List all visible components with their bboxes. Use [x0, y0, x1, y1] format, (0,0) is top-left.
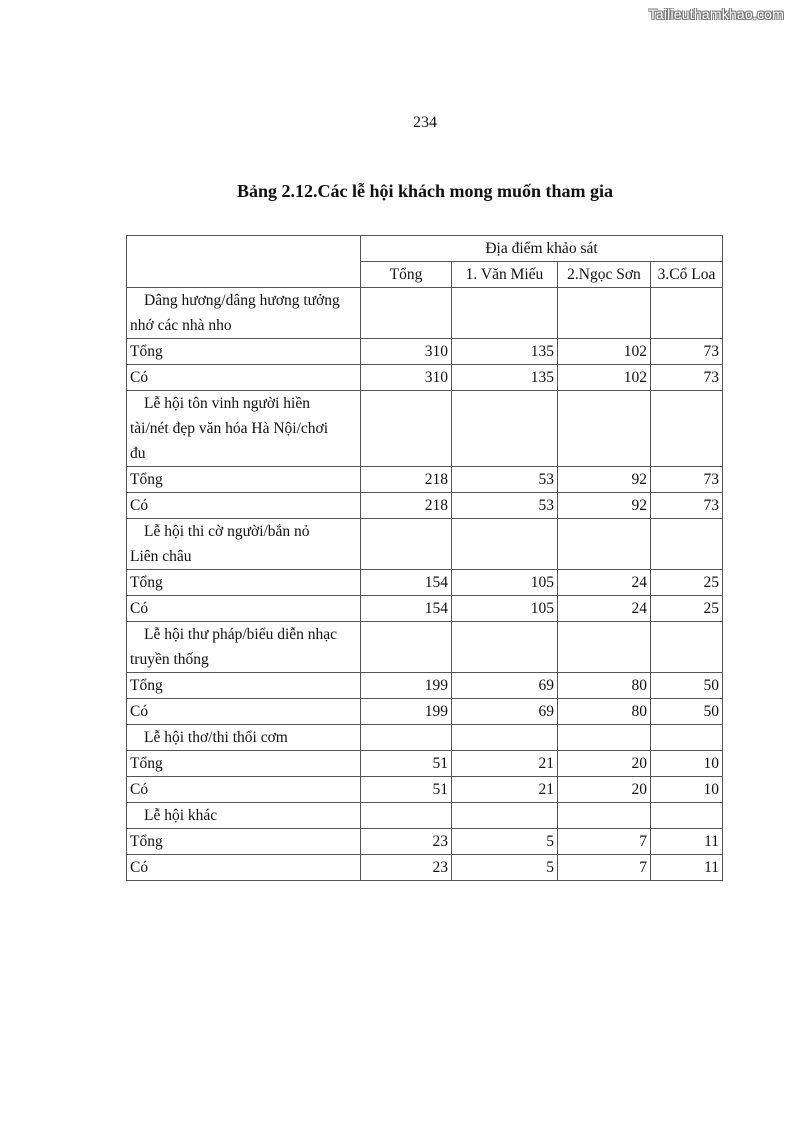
value-cell: 199	[361, 673, 452, 699]
value-cell: 20	[558, 751, 651, 777]
empty-cell	[452, 391, 558, 467]
value-cell: 310	[361, 339, 452, 365]
empty-cell	[361, 288, 452, 339]
value-cell: 69	[452, 699, 558, 725]
table-row	[127, 493, 723, 519]
festival-name-cell	[127, 288, 361, 339]
value-cell: 50	[651, 699, 723, 725]
value-cell: 10	[651, 751, 723, 777]
empty-cell	[452, 519, 558, 570]
empty-cell	[452, 288, 558, 339]
festival-name-line: truyền thống	[130, 651, 209, 668]
table-title: Bảng 2.12.Các lễ hội khách mong muốn tham gia	[236, 181, 614, 201]
value-cell: 154	[361, 570, 452, 596]
group-header-row	[127, 288, 723, 339]
value-cell: 135	[452, 339, 558, 365]
group-header-row	[127, 803, 723, 829]
row-label: Tổng	[127, 339, 361, 365]
value-cell: 5	[452, 829, 558, 855]
empty-cell	[651, 725, 723, 751]
value-cell: 23	[361, 855, 452, 881]
table-row	[127, 699, 723, 725]
value-cell: 21	[452, 777, 558, 803]
value-cell: 73	[651, 365, 723, 391]
empty-cell	[361, 803, 452, 829]
empty-cell	[651, 622, 723, 673]
empty-cell	[452, 622, 558, 673]
row-label: Có	[127, 365, 361, 391]
festival-name-line: Lễ hội thư pháp/biểu diễn nhạc	[144, 626, 338, 643]
page-number: 234	[413, 114, 437, 131]
festival-name-cell	[127, 725, 361, 751]
row-label: Tổng	[127, 751, 361, 777]
value-cell: 154	[361, 596, 452, 622]
value-cell: 5	[452, 855, 558, 881]
festival-name-line: Lễ hội thơ/thi thổi cơm	[144, 729, 288, 746]
table-row	[127, 467, 723, 493]
empty-cell	[558, 391, 651, 467]
festival-name-line: Lễ hội thi cờ người/bắn nỏ	[144, 523, 310, 540]
value-cell: 51	[361, 751, 452, 777]
value-cell: 80	[558, 699, 651, 725]
value-cell: 73	[651, 493, 723, 519]
value-cell: 24	[558, 596, 651, 622]
row-label: Có	[127, 596, 361, 622]
empty-cell	[361, 622, 452, 673]
column-header: 1. Văn Miếu	[452, 262, 558, 288]
festival-name-line: đu	[130, 445, 146, 462]
table-row	[127, 751, 723, 777]
row-label: Có	[127, 777, 361, 803]
value-cell: 135	[452, 365, 558, 391]
table-row	[127, 570, 723, 596]
value-cell: 53	[452, 493, 558, 519]
value-cell: 21	[452, 751, 558, 777]
value-cell: 7	[558, 829, 651, 855]
table-row	[127, 855, 723, 881]
value-cell: 7	[558, 855, 651, 881]
value-cell: 24	[558, 570, 651, 596]
empty-cell	[361, 725, 452, 751]
empty-cell	[651, 519, 723, 570]
value-cell: 310	[361, 365, 452, 391]
empty-cell	[558, 288, 651, 339]
value-cell: 105	[452, 596, 558, 622]
value-cell: 218	[361, 493, 452, 519]
empty-cell	[651, 288, 723, 339]
value-cell: 92	[558, 467, 651, 493]
festival-name-cell	[127, 622, 361, 673]
empty-cell	[452, 803, 558, 829]
row-label: Tổng	[127, 570, 361, 596]
festival-name-line: Lễ hội khác	[144, 807, 218, 824]
festival-name-cell	[127, 803, 361, 829]
festival-name-line: tài/nét đẹp văn hóa Hà Nội/chơi	[130, 420, 329, 437]
value-cell: 25	[651, 570, 723, 596]
value-cell: 69	[452, 673, 558, 699]
empty-cell	[651, 803, 723, 829]
value-cell: 51	[361, 777, 452, 803]
table-row	[127, 673, 723, 699]
header-group-label: Địa điểm khảo sát	[361, 236, 723, 262]
value-cell: 218	[361, 467, 452, 493]
festival-name-cell	[127, 519, 361, 570]
empty-cell	[558, 725, 651, 751]
value-cell: 50	[651, 673, 723, 699]
festival-name-line: Dâng hương/dâng hương tưởng	[144, 292, 340, 309]
column-header: Tổng	[361, 262, 452, 288]
value-cell: 53	[452, 467, 558, 493]
watermark: Tailieuthamkhao.com	[648, 6, 784, 22]
column-header: 2.Ngọc Sơn	[558, 262, 651, 288]
value-cell: 199	[361, 699, 452, 725]
value-cell: 25	[651, 596, 723, 622]
row-label: Có	[127, 493, 361, 519]
table-row	[127, 596, 723, 622]
row-label: Tổng	[127, 829, 361, 855]
value-cell: 11	[651, 855, 723, 881]
row-label: Tổng	[127, 467, 361, 493]
header-row-1	[127, 236, 723, 262]
group-header-row	[127, 622, 723, 673]
header-empty-cell	[127, 236, 361, 288]
festival-name-line: Lễ hội tôn vinh người hiền	[144, 395, 310, 412]
empty-cell	[558, 519, 651, 570]
empty-cell	[361, 391, 452, 467]
value-cell: 73	[651, 339, 723, 365]
value-cell: 105	[452, 570, 558, 596]
empty-cell	[558, 622, 651, 673]
empty-cell	[651, 391, 723, 467]
value-cell: 92	[558, 493, 651, 519]
row-label: Có	[127, 855, 361, 881]
table-row	[127, 339, 723, 365]
empty-cell	[361, 519, 452, 570]
value-cell: 11	[651, 829, 723, 855]
value-cell: 102	[558, 339, 651, 365]
column-header: 3.Cổ Loa	[651, 262, 723, 288]
row-label: Có	[127, 699, 361, 725]
festival-name-cell	[127, 391, 361, 467]
table-row	[127, 365, 723, 391]
empty-cell	[558, 803, 651, 829]
row-label: Tổng	[127, 673, 361, 699]
value-cell: 10	[651, 777, 723, 803]
festival-name-line: nhớ các nhà nho	[130, 317, 232, 334]
group-header-row	[127, 725, 723, 751]
value-cell: 80	[558, 673, 651, 699]
value-cell: 73	[651, 467, 723, 493]
value-cell: 23	[361, 829, 452, 855]
festival-table	[126, 235, 723, 881]
festival-name-line: Liên châu	[130, 548, 192, 565]
table-row	[127, 777, 723, 803]
group-header-row	[127, 519, 723, 570]
value-cell: 20	[558, 777, 651, 803]
value-cell: 102	[558, 365, 651, 391]
table-row	[127, 829, 723, 855]
group-header-row	[127, 391, 723, 467]
empty-cell	[452, 725, 558, 751]
